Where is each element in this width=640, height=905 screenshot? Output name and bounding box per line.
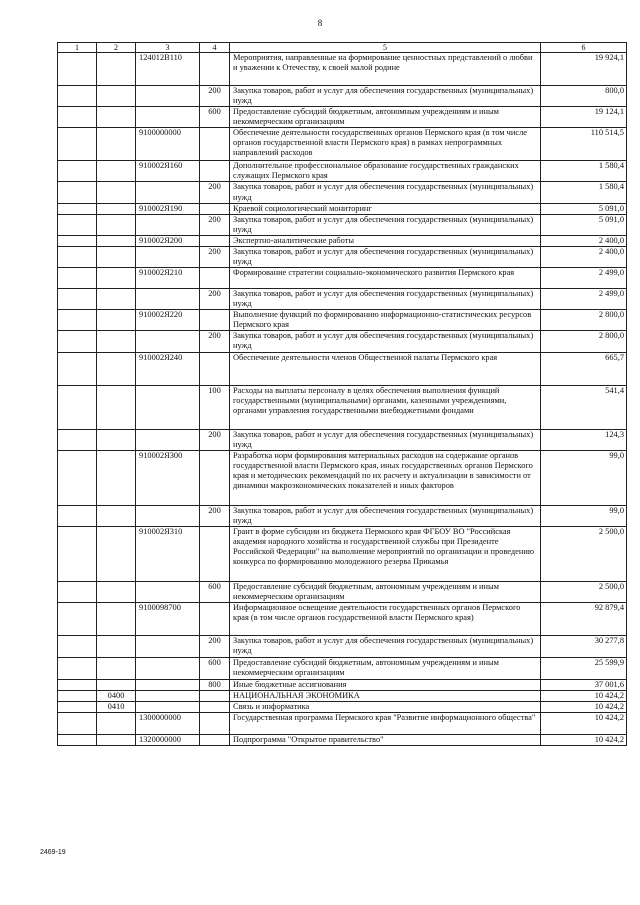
table-row	[58, 702, 627, 713]
expense-type-cell: 600	[200, 658, 230, 680]
section-cell	[58, 680, 97, 691]
subsection-cell	[97, 450, 136, 505]
header-cell: 3	[136, 43, 200, 53]
table-header-row	[58, 43, 627, 53]
subsection-cell	[97, 235, 136, 246]
target-article-cell: 910002Я300	[136, 450, 200, 505]
table-row	[58, 235, 627, 246]
table-row	[58, 161, 627, 182]
expense-type-cell: 200	[200, 505, 230, 526]
target-article-cell	[136, 429, 200, 450]
section-cell	[58, 53, 97, 86]
subsection-cell	[97, 680, 136, 691]
table-row	[58, 680, 627, 691]
subsection-cell	[97, 268, 136, 289]
section-cell	[58, 526, 97, 581]
name-cell: Закупка товаров, работ и услуг для обеспечения государственных (муниципальных) нужд	[230, 331, 541, 352]
section-cell	[58, 128, 97, 161]
expense-type-cell	[200, 203, 230, 214]
name-cell: Государственная программа Пермского края "Развитие информационного общества"	[230, 713, 541, 735]
section-cell	[58, 289, 97, 310]
budget-table	[57, 42, 627, 746]
section-cell	[58, 310, 97, 331]
section-cell	[58, 385, 97, 429]
expense-type-cell	[200, 702, 230, 713]
amount-cell: 2 800,0	[541, 331, 627, 352]
name-cell: Закупка товаров, работ и услуг для обеспечения государственных (муниципальных) нужд	[230, 182, 541, 203]
name-cell: Предоставление субсидий бюджетным, автономным учреждениям и иным некоммерческим организациям	[230, 581, 541, 602]
amount-cell: 25 599,9	[541, 658, 627, 680]
target-article-cell: 1300000000	[136, 713, 200, 735]
name-cell: Выполнение функций по формированию информационно-статистических ресурсов Пермского края	[230, 310, 541, 331]
subsection-cell	[97, 636, 136, 658]
expense-type-cell	[200, 128, 230, 161]
amount-cell: 10 424,2	[541, 691, 627, 702]
subsection-cell	[97, 331, 136, 352]
name-cell: Грант в форме субсидии из бюджета Пермского края ФГБОУ ВО "Российская академия народного хозяйства и государственной службы при Президенте Российской Федерации" на выполнение мероприятий по организации и проведению конкурса по формированию молодежного резерва Прикамья	[230, 526, 541, 581]
amount-cell: 19 124,1	[541, 107, 627, 128]
amount-cell: 2 499,0	[541, 289, 627, 310]
subsection-cell	[97, 735, 136, 746]
section-cell	[58, 268, 97, 289]
section-cell	[58, 246, 97, 267]
section-cell	[58, 581, 97, 602]
target-article-cell: 910002Я240	[136, 352, 200, 385]
amount-cell: 2 499,0	[541, 268, 627, 289]
section-cell	[58, 203, 97, 214]
table-row	[58, 429, 627, 450]
expense-type-cell	[200, 713, 230, 735]
subsection-cell	[97, 161, 136, 182]
section-cell	[58, 702, 97, 713]
table-row	[58, 581, 627, 602]
table-row	[58, 352, 627, 385]
expense-type-cell: 600	[200, 581, 230, 602]
expense-type-cell	[200, 235, 230, 246]
expense-type-cell	[200, 53, 230, 86]
subsection-cell	[97, 128, 136, 161]
target-article-cell	[136, 246, 200, 267]
expense-type-cell	[200, 310, 230, 331]
expense-type-cell	[200, 691, 230, 702]
name-cell: Экспертно-аналитические работы	[230, 235, 541, 246]
amount-cell: 5 091,0	[541, 203, 627, 214]
amount-cell: 30 277,8	[541, 636, 627, 658]
name-cell: Дополнительное профессиональное образование государственных гражданских служащих Пермского края	[230, 161, 541, 182]
name-cell: Закупка товаров, работ и услуг для обеспечения государственных (муниципальных) нужд	[230, 214, 541, 235]
target-article-cell	[136, 505, 200, 526]
subsection-cell	[97, 86, 136, 107]
amount-cell: 110 514,5	[541, 128, 627, 161]
section-cell	[58, 161, 97, 182]
section-cell	[58, 658, 97, 680]
table-row	[58, 658, 627, 680]
section-cell	[58, 735, 97, 746]
subsection-cell	[97, 713, 136, 735]
page-number: 8	[317, 18, 323, 28]
table-row	[58, 182, 627, 203]
amount-cell: 10 424,2	[541, 713, 627, 735]
amount-cell: 37 001,6	[541, 680, 627, 691]
name-cell: Разработка норм формирования материальных расходов на содержание органов государственной власти Пермского края, иных государственных органов Пермского края и методических рекомендаций по их расчету и актуализации в зависимости от динамики макроэкономических показателей и иных факторов	[230, 450, 541, 505]
expense-type-cell: 200	[200, 86, 230, 107]
expense-type-cell: 200	[200, 182, 230, 203]
amount-cell: 2 800,0	[541, 310, 627, 331]
amount-cell: 2 400,0	[541, 246, 627, 267]
subsection-cell	[97, 107, 136, 128]
subsection-cell	[97, 429, 136, 450]
target-article-cell: 910002Я160	[136, 161, 200, 182]
amount-cell: 1 580,4	[541, 161, 627, 182]
amount-cell: 2 400,0	[541, 235, 627, 246]
name-cell: Связь и информатика	[230, 702, 541, 713]
expense-type-cell	[200, 268, 230, 289]
table-row	[58, 385, 627, 429]
table-row	[58, 246, 627, 267]
table-row	[58, 603, 627, 636]
amount-cell: 541,4	[541, 385, 627, 429]
expense-type-cell	[200, 161, 230, 182]
subsection-cell: 0400	[97, 691, 136, 702]
amount-cell: 2 500,0	[541, 526, 627, 581]
expense-type-cell	[200, 352, 230, 385]
name-cell: Краевой социологический мониторинг	[230, 203, 541, 214]
expense-type-cell: 200	[200, 214, 230, 235]
amount-cell: 99,0	[541, 505, 627, 526]
amount-cell: 92 879,4	[541, 603, 627, 636]
target-article-cell: 1320000000	[136, 735, 200, 746]
target-article-cell: 910002Я200	[136, 235, 200, 246]
target-article-cell	[136, 289, 200, 310]
expense-type-cell: 200	[200, 331, 230, 352]
subsection-cell	[97, 53, 136, 86]
amount-cell: 800,0	[541, 86, 627, 107]
header-cell: 4	[200, 43, 230, 53]
name-cell: Обеспечение деятельности членов Общественной палаты Пермского края	[230, 352, 541, 385]
target-article-cell	[136, 182, 200, 203]
table-row	[58, 526, 627, 581]
table-row	[58, 691, 627, 702]
target-article-cell	[136, 385, 200, 429]
table-row	[58, 107, 627, 128]
name-cell: Закупка товаров, работ и услуг для обеспечения государственных (муниципальных) нужд	[230, 636, 541, 658]
subsection-cell	[97, 310, 136, 331]
subsection-cell	[97, 246, 136, 267]
subsection-cell	[97, 289, 136, 310]
target-article-cell	[136, 702, 200, 713]
section-cell	[58, 636, 97, 658]
expense-type-cell	[200, 450, 230, 505]
name-cell: Формирование стратегии социально-экономического развития Пермского края	[230, 268, 541, 289]
expense-type-cell	[200, 735, 230, 746]
table-row	[58, 505, 627, 526]
name-cell: Закупка товаров, работ и услуг для обеспечения государственных (муниципальных) нужд	[230, 86, 541, 107]
expense-type-cell: 200	[200, 289, 230, 310]
subsection-cell	[97, 658, 136, 680]
header-cell: 1	[58, 43, 97, 53]
section-cell	[58, 352, 97, 385]
target-article-cell: 910002Я190	[136, 203, 200, 214]
target-article-cell	[136, 107, 200, 128]
section-cell	[58, 713, 97, 735]
amount-cell: 665,7	[541, 352, 627, 385]
name-cell: Предоставление субсидий бюджетным, автономным учреждениям и иным некоммерческим организациям	[230, 658, 541, 680]
amount-cell: 10 424,2	[541, 735, 627, 746]
table-row	[58, 636, 627, 658]
target-article-cell	[136, 680, 200, 691]
target-article-cell: 910002Я210	[136, 268, 200, 289]
table-row	[58, 289, 627, 310]
table-row	[58, 735, 627, 746]
table-row	[58, 86, 627, 107]
section-cell	[58, 603, 97, 636]
table-row	[58, 214, 627, 235]
target-article-cell	[136, 86, 200, 107]
name-cell: Иные бюджетные ассигнования	[230, 680, 541, 691]
amount-cell: 10 424,2	[541, 702, 627, 713]
target-article-cell	[136, 691, 200, 702]
subsection-cell	[97, 214, 136, 235]
expense-type-cell	[200, 526, 230, 581]
expense-type-cell: 200	[200, 429, 230, 450]
target-article-cell	[136, 658, 200, 680]
section-cell	[58, 450, 97, 505]
expense-type-cell: 600	[200, 107, 230, 128]
name-cell: Мероприятия, направленные на формирование ценностных представлений о любви и уважении к Отечеству, к своей малой родине	[230, 53, 541, 86]
name-cell: Закупка товаров, работ и услуг для обеспечения государственных (муниципальных) нужд	[230, 289, 541, 310]
target-article-cell	[136, 331, 200, 352]
section-cell	[58, 182, 97, 203]
section-cell	[58, 107, 97, 128]
name-cell: Закупка товаров, работ и услуг для обеспечения государственных (муниципальных) нужд	[230, 505, 541, 526]
name-cell: НАЦИОНАЛЬНАЯ ЭКОНОМИКА	[230, 691, 541, 702]
target-article-cell: 9100098700	[136, 603, 200, 636]
table-row	[58, 310, 627, 331]
name-cell: Расходы на выплаты персоналу в целях обеспечения выполнения функций государственными (муниципальными) органами, казенными учреждениями, органами управления государственными внебюджетными фондами	[230, 385, 541, 429]
target-article-cell: 910002Я310	[136, 526, 200, 581]
table-row	[58, 713, 627, 735]
header-cell: 5	[230, 43, 541, 53]
target-article-cell: 9100000000	[136, 128, 200, 161]
subsection-cell	[97, 385, 136, 429]
table-row	[58, 450, 627, 505]
table-row	[58, 331, 627, 352]
amount-cell: 5 091,0	[541, 214, 627, 235]
subsection-cell	[97, 352, 136, 385]
name-cell: Предоставление субсидий бюджетным, автономным учреждениям и иным некоммерческим организациям	[230, 107, 541, 128]
amount-cell: 19 924,1	[541, 53, 627, 86]
amount-cell: 1 580,4	[541, 182, 627, 203]
name-cell: Закупка товаров, работ и услуг для обеспечения государственных (муниципальных) нужд	[230, 246, 541, 267]
table-row	[58, 203, 627, 214]
target-article-cell: 124012В110	[136, 53, 200, 86]
table-row	[58, 268, 627, 289]
section-cell	[58, 214, 97, 235]
section-cell	[58, 86, 97, 107]
subsection-cell	[97, 203, 136, 214]
subsection-cell	[97, 581, 136, 602]
name-cell: Подпрограмма "Открытое правительство"	[230, 735, 541, 746]
expense-type-cell: 200	[200, 636, 230, 658]
subsection-cell	[97, 526, 136, 581]
expense-type-cell: 100	[200, 385, 230, 429]
name-cell: Обеспечение деятельности государственных органов Пермского края (в том числе органов государственной власти Пермского края) в рамках непрограммных направлений расходов	[230, 128, 541, 161]
document-code: 2469-19	[40, 849, 66, 856]
target-article-cell: 910002Я220	[136, 310, 200, 331]
amount-cell: 124,3	[541, 429, 627, 450]
target-article-cell	[136, 214, 200, 235]
section-cell	[58, 235, 97, 246]
amount-cell: 99,0	[541, 450, 627, 505]
header-cell: 2	[97, 43, 136, 53]
amount-cell: 2 500,0	[541, 581, 627, 602]
table-row	[58, 128, 627, 161]
target-article-cell	[136, 581, 200, 602]
target-article-cell	[136, 636, 200, 658]
header-cell: 6	[541, 43, 627, 53]
expense-type-cell: 800	[200, 680, 230, 691]
section-cell	[58, 331, 97, 352]
table-row	[58, 53, 627, 86]
name-cell: Закупка товаров, работ и услуг для обеспечения государственных (муниципальных) нужд	[230, 429, 541, 450]
expense-type-cell: 200	[200, 246, 230, 267]
subsection-cell: 0410	[97, 702, 136, 713]
expense-type-cell	[200, 603, 230, 636]
section-cell	[58, 429, 97, 450]
subsection-cell	[97, 603, 136, 636]
section-cell	[58, 505, 97, 526]
section-cell	[58, 691, 97, 702]
subsection-cell	[97, 182, 136, 203]
subsection-cell	[97, 505, 136, 526]
name-cell: Информационное освещение деятельности государственных органов Пермского края (в том числе органов государственной власти Пермского края)	[230, 603, 541, 636]
